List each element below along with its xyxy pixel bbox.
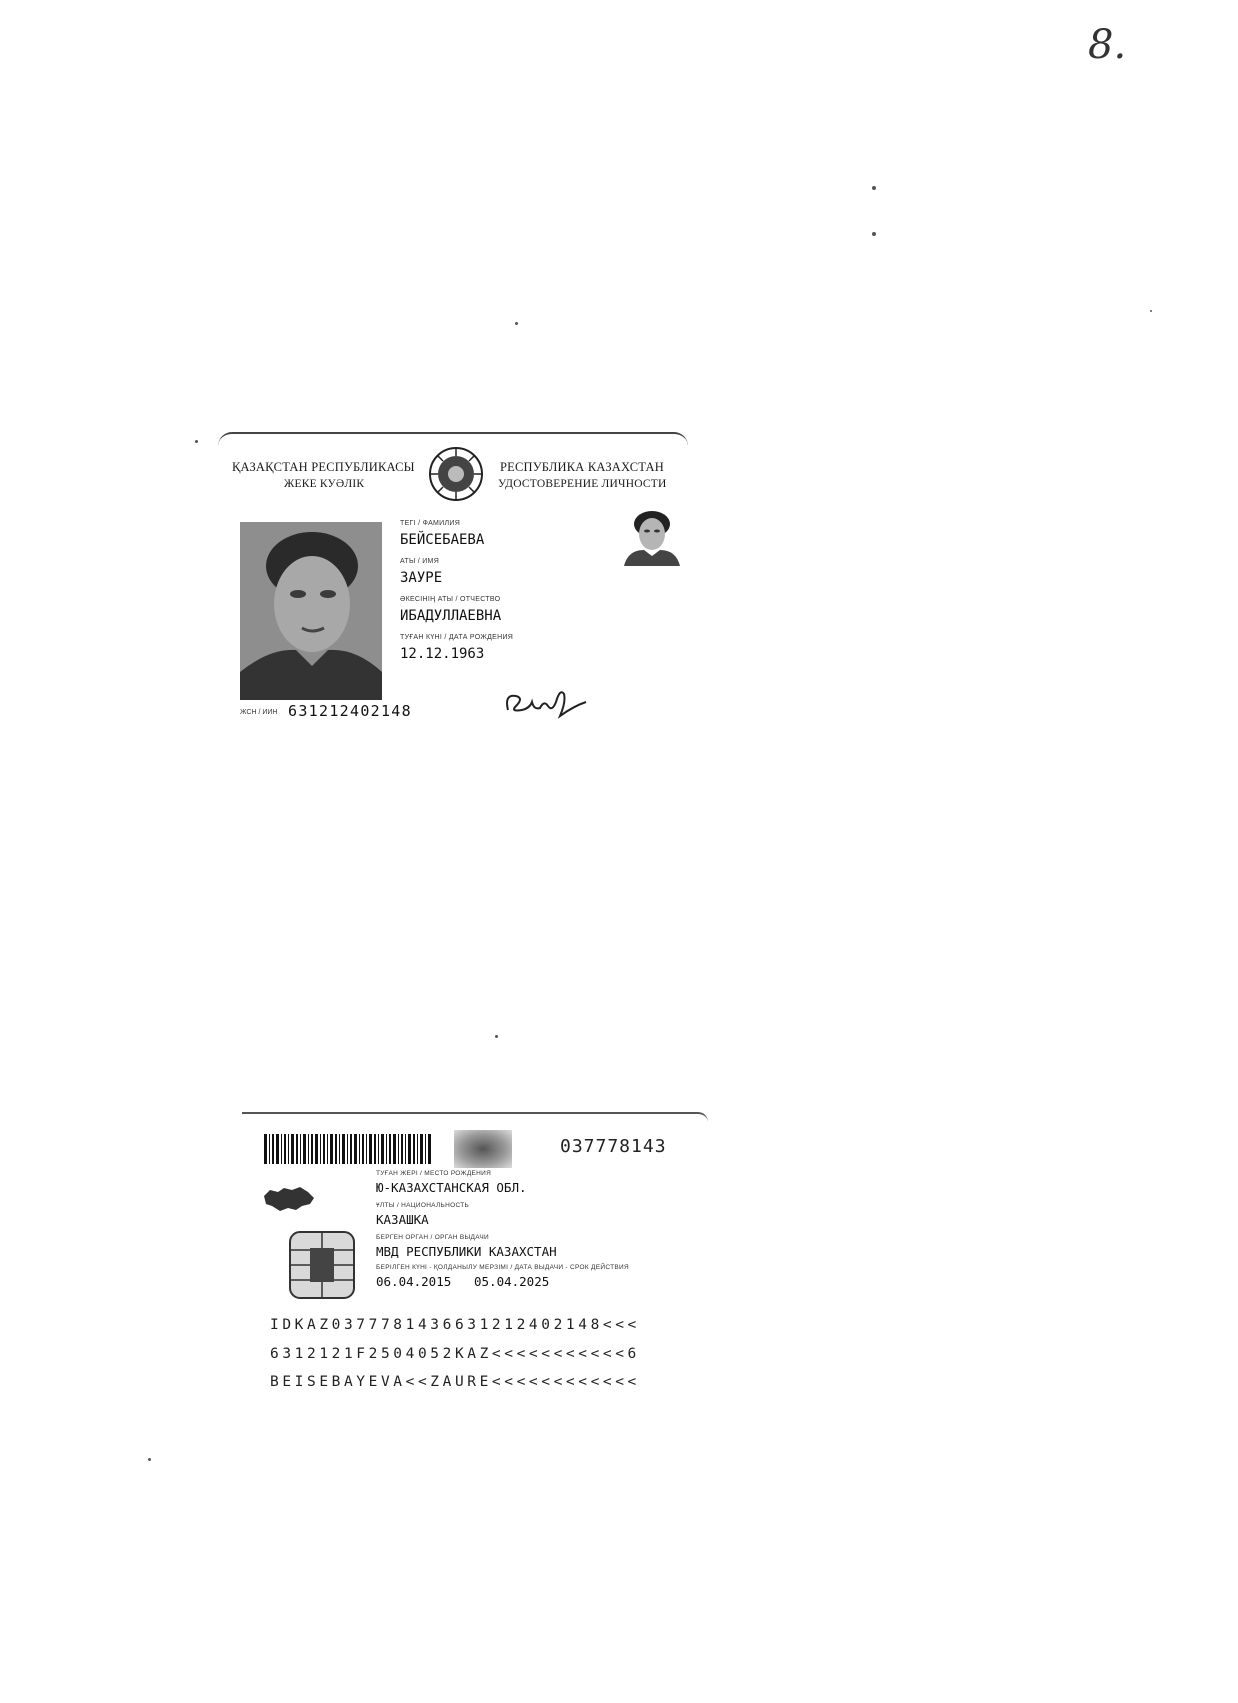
iin-value: 631212402148 [288, 702, 412, 720]
dob-value: 12.12.1963 [400, 646, 485, 662]
surname-value: БЕЙСЕБАЕВА [400, 532, 485, 548]
holder-mini-portrait-icon [622, 508, 682, 566]
mrz-line-3: BEISEBAYEVA<<ZAURE<<<<<<<<<<<< [270, 1374, 640, 1390]
barcode-icon [264, 1134, 434, 1164]
mrz-line-1: IDKAZ0377781436631212402148<<< [270, 1317, 640, 1333]
card-edge [242, 1112, 708, 1124]
patronymic-label: ӘКЕСІНІҢ АТЫ / ОТЧЕСТВО [400, 596, 501, 603]
nationality-label: ҰЛТЫ / НАЦИОНАЛЬНОСТЬ [376, 1202, 470, 1209]
holder-portrait-icon [240, 522, 382, 700]
holder-photo [240, 522, 382, 700]
header-right-line1: РЕСПУБЛИКА КАЗАХСТАН [500, 460, 664, 474]
scan-speck [195, 440, 198, 443]
holder-mini-photo [622, 508, 682, 566]
state-emblem-icon [428, 446, 484, 502]
name-value: ЗАУРЕ [400, 570, 443, 586]
validity-label: БЕРІЛГЕН КҮНІ - ҚОЛДАНЫЛУ МЕРЗІМІ / ДАТА ВЫДАЧИ - СРОК ДЕЙСТВИЯ [376, 1264, 629, 1271]
expiry-date: 05.04.2025 [474, 1274, 550, 1289]
hologram-icon [454, 1130, 512, 1168]
birthplace-value: Ю-КАЗАХСТАНСКАЯ ОБЛ. [376, 1180, 527, 1195]
chip-icon [288, 1230, 356, 1300]
scan-speck [148, 1458, 151, 1461]
iin-label: ЖСН / ИИН [240, 709, 278, 716]
surname-label: ТЕГІ / ФАМИЛИЯ [400, 520, 461, 527]
authority-label: БЕРГЕН ОРГАН / ОРГАН ВЫДАЧИ [376, 1234, 489, 1241]
scan-speck [1150, 310, 1152, 312]
header-left-line2: ЖЕКЕ КУӘЛІК [284, 478, 365, 490]
scan-speck [515, 322, 518, 325]
name-label: АТЫ / ИМЯ [400, 558, 440, 565]
holder-signature-icon [500, 680, 590, 724]
dob-label: ТУҒАН КҮНІ / ДАТА РОЖДЕНИЯ [400, 634, 514, 641]
page-number: 8. [1088, 22, 1127, 68]
scan-speck [872, 232, 876, 236]
header-right-line2: УДОСТОВЕРЕНИЕ ЛИЧНОСТИ [498, 478, 667, 490]
document-number: 037778143 [560, 1136, 667, 1157]
scan-speck [872, 186, 876, 190]
authority-value: МВД РЕСПУБЛИКИ КАЗАХСТАН [376, 1244, 557, 1259]
issue-date: 06.04.2015 [376, 1274, 452, 1289]
birthplace-label: ТУҒАН ЖЕРІ / МЕСТО РОЖДЕНИЯ [376, 1170, 492, 1177]
mrz-line-2: 6312121F2504052KAZ<<<<<<<<<<<6 [270, 1346, 640, 1362]
nationality-value: КАЗАШКА [376, 1212, 429, 1227]
scan-speck [495, 1035, 498, 1038]
id-card-front [210, 430, 690, 735]
header-left-line1: ҚАЗАҚСТАН РЕСПУБЛИКАСЫ [232, 460, 415, 474]
kazakhstan-map-icon [260, 1184, 316, 1214]
patronymic-value: ИБАДУЛЛАЕВНА [400, 608, 502, 624]
id-card-back [240, 1110, 710, 1410]
